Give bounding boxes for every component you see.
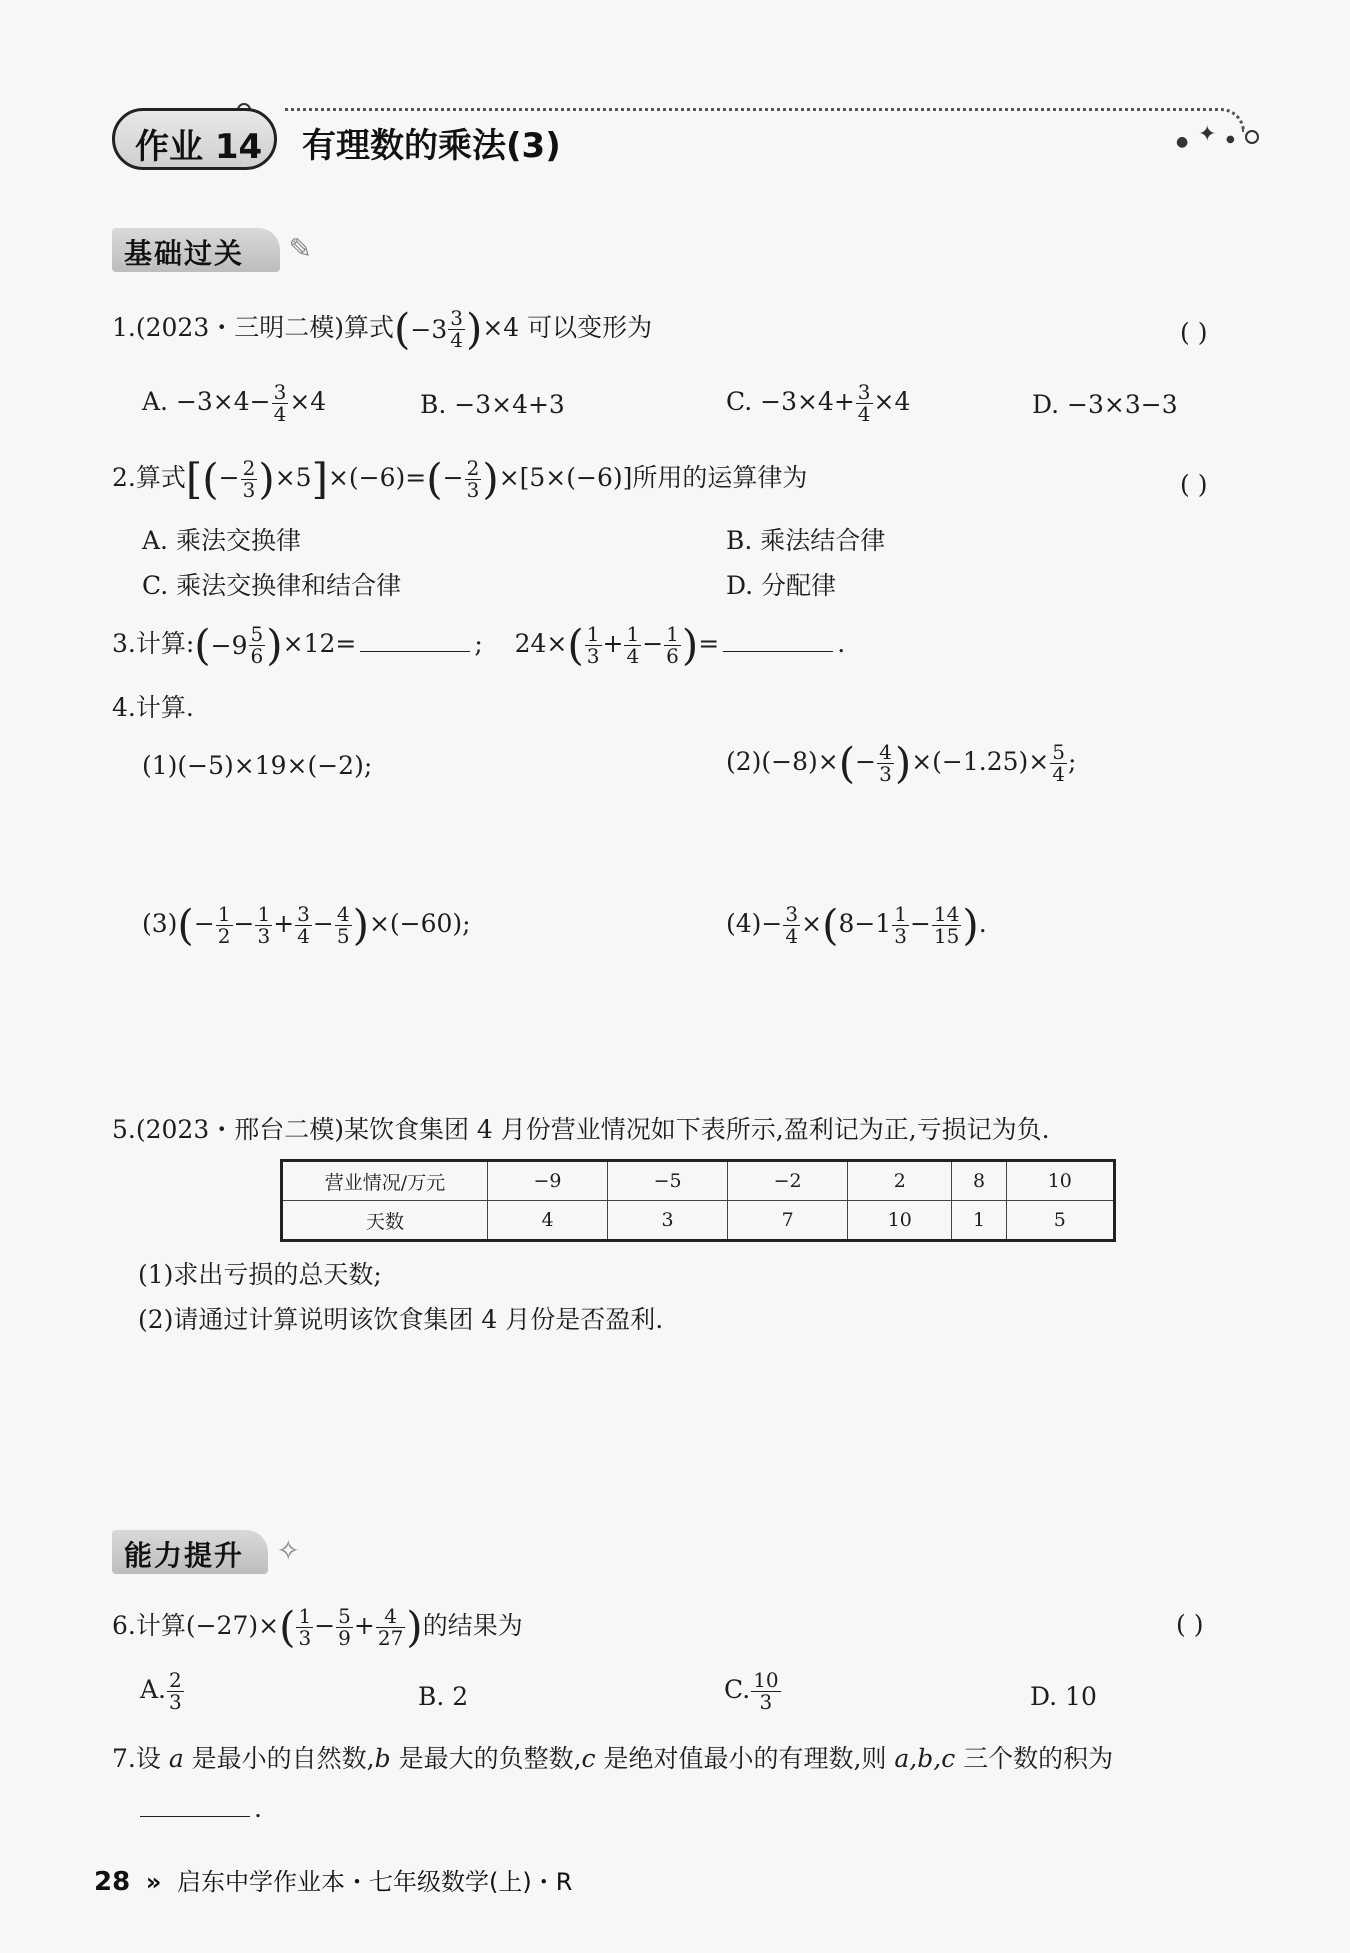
paren-open: ( bbox=[194, 620, 211, 670]
fraction bbox=[376, 1606, 405, 1649]
numerator: 3 bbox=[297, 902, 310, 926]
q7-text: 是绝对值最小的有理数,则 bbox=[595, 1744, 895, 1773]
q3-part2-prefix: 24× bbox=[514, 629, 568, 658]
option-label: A. bbox=[140, 1675, 167, 1704]
q4-part-1: (1)(−5)×19×(−2); bbox=[142, 751, 373, 780]
q2-mid2: ×(−6)= bbox=[327, 463, 427, 492]
q2-option-c[interactable]: C. 乘法交换律和结合律 bbox=[142, 571, 402, 600]
fraction bbox=[336, 1606, 353, 1649]
denominator: 3 bbox=[257, 924, 271, 948]
option-fraction bbox=[751, 1670, 780, 1713]
numerator: 5 bbox=[1052, 740, 1065, 764]
q4-p4-c: 8−1 bbox=[838, 909, 892, 938]
denominator: 3 bbox=[298, 1626, 312, 1650]
denominator: 3 bbox=[586, 644, 600, 668]
denominator: 4 bbox=[626, 644, 640, 668]
q1-option-d[interactable]: D. −3×3−3 bbox=[1032, 390, 1178, 419]
answer-paren-q2[interactable]: ( ) bbox=[1180, 470, 1208, 499]
denominator: 4 bbox=[273, 402, 287, 426]
numerator: 1 bbox=[586, 622, 600, 646]
numerator: 3 bbox=[273, 380, 287, 404]
table-cell: 2 bbox=[848, 1161, 952, 1201]
question-5: 5.(2023・邢台二模)某饮食集团 4 月份营业情况如下表所示,盈利记为正,亏损记为负. bbox=[112, 1115, 1050, 1144]
q7-text: 是最小的自然数, bbox=[183, 1744, 375, 1773]
q1-option-c[interactable] bbox=[726, 382, 910, 425]
numerator: 4 bbox=[336, 902, 350, 926]
paren-open: ( bbox=[393, 304, 411, 354]
q4-p3-b: ×(−60); bbox=[368, 909, 471, 938]
table-cell: −9 bbox=[488, 1161, 608, 1201]
paren-open: ( bbox=[177, 900, 194, 950]
q1-option-a[interactable] bbox=[142, 382, 326, 425]
double-chevron-icon: » bbox=[145, 1868, 162, 1896]
option-tail: ×4 bbox=[289, 387, 327, 416]
q2-option-d[interactable]: D. 分配律 bbox=[726, 571, 837, 600]
q7-text: 是最大的负整数, bbox=[390, 1744, 582, 1773]
denominator: 3 bbox=[879, 762, 892, 786]
q4-part-2: (2)(−8)×(− $\frac{4}{3}$ )×(−1.25)× $\frac{5}{4}$ ; bbox=[726, 738, 1077, 788]
paren-open: ( bbox=[202, 454, 219, 504]
numerator: 10 bbox=[753, 1668, 779, 1692]
numerator: 2 bbox=[169, 1668, 182, 1692]
paren-close: ) bbox=[681, 620, 699, 670]
homework-badge-label: 作业 14 bbox=[135, 127, 263, 167]
fraction bbox=[335, 904, 352, 947]
denominator: 2 bbox=[217, 924, 231, 948]
paren-open: ( bbox=[838, 738, 856, 788]
q4-p2-b: ×(−1.25)× bbox=[911, 747, 1050, 776]
variable-a: a bbox=[168, 1744, 184, 1773]
numerator: 5 bbox=[338, 1604, 351, 1628]
denominator: 6 bbox=[666, 644, 679, 668]
q6-option-b[interactable]: B. 2 bbox=[418, 1682, 469, 1711]
section-label-text: 基础过关 bbox=[124, 237, 245, 270]
fraction bbox=[877, 742, 894, 785]
q4-p4-a: (4)− bbox=[726, 909, 783, 938]
numerator: 3 bbox=[857, 380, 871, 404]
option-tail: ×4 bbox=[873, 387, 911, 416]
denominator: 6 bbox=[250, 644, 264, 668]
q4-p2-c: ; bbox=[1067, 747, 1077, 776]
q6-option-d[interactable]: D. 10 bbox=[1030, 1682, 1097, 1711]
numerator: 1 bbox=[894, 902, 907, 926]
table-cell: −5 bbox=[608, 1161, 728, 1201]
denominator: 9 bbox=[338, 1626, 351, 1650]
q5-sub-2: (2)请通过计算说明该饮食集团 4 月份是否盈利. bbox=[138, 1305, 664, 1334]
table-cell: 4 bbox=[488, 1201, 608, 1241]
question-4: 4.计算. bbox=[112, 693, 194, 722]
answer-blank-q3a[interactable] bbox=[360, 650, 470, 652]
q7-end: . bbox=[254, 1794, 262, 1823]
q6-option-a[interactable] bbox=[140, 1670, 185, 1713]
q1-int: −3 bbox=[410, 315, 448, 344]
page-number: 28 bbox=[94, 1867, 131, 1897]
option-fraction bbox=[167, 1670, 184, 1713]
table-cell: 10 bbox=[848, 1201, 952, 1241]
table-row bbox=[282, 1161, 1115, 1201]
paren-close: ) bbox=[962, 900, 979, 950]
paren-close: ) bbox=[266, 620, 283, 670]
q4-p4-b: × bbox=[801, 909, 823, 938]
paren-close: ) bbox=[258, 454, 275, 504]
fraction bbox=[585, 624, 602, 667]
q3-mid: ×12= bbox=[282, 629, 357, 658]
denominator: 3 bbox=[759, 1690, 773, 1714]
denominator: 15 bbox=[933, 924, 960, 948]
paren-close: ) bbox=[352, 900, 369, 950]
numerator: 4 bbox=[376, 1606, 405, 1628]
page-title: 有理数的乘法(3) bbox=[302, 126, 561, 166]
paren-close: ) bbox=[465, 304, 483, 354]
q3-sep: ; bbox=[474, 629, 483, 658]
denominator: 3 bbox=[242, 478, 256, 502]
paren-open: ( bbox=[822, 900, 839, 950]
q6-prefix: 6.计算(−27)× bbox=[112, 1611, 280, 1640]
paren-close: ) bbox=[894, 738, 912, 788]
answer-paren-q1[interactable]: ( ) bbox=[1180, 318, 1208, 347]
table-cell: 8 bbox=[952, 1161, 1006, 1201]
q1-suffix: ×4 可以变形为 bbox=[482, 313, 653, 342]
dot-icon: ● bbox=[1176, 134, 1189, 150]
denominator: 4 bbox=[1052, 762, 1065, 786]
option-label: C. bbox=[724, 1675, 751, 1704]
question-2: 2.算式[(− $\frac{2}{3}$ )×5]×(−6)=(− $\frac{2}{3}$ )×[5×(−6)]所用的运算律为 bbox=[112, 454, 808, 504]
denominator: 4 bbox=[297, 924, 310, 948]
sparkle-icon: ✦ bbox=[1198, 122, 1217, 147]
q2-fraction bbox=[241, 458, 258, 501]
denominator: 3 bbox=[169, 1690, 182, 1714]
numerator: 1 bbox=[298, 1604, 312, 1628]
fraction bbox=[295, 904, 312, 947]
q3-int: −9 bbox=[210, 631, 248, 660]
denominator: 4 bbox=[857, 402, 871, 426]
numerator: 2 bbox=[242, 456, 256, 480]
bracket-close: ] bbox=[311, 454, 328, 504]
pencil-icon: ✎ bbox=[288, 232, 314, 265]
variable-c: c bbox=[581, 1744, 596, 1773]
page-footer bbox=[94, 1862, 572, 1897]
q6-suffix: 的结果为 bbox=[422, 1611, 523, 1640]
answer-blank-q7[interactable] bbox=[140, 1815, 250, 1817]
numerator: 4 bbox=[879, 740, 892, 764]
q2-option-a[interactable]: A. 乘法交换律 bbox=[142, 526, 301, 555]
variables-list: a,b,c bbox=[894, 1744, 956, 1773]
q7-answer-line bbox=[140, 1796, 262, 1821]
sparkle-deco-icon: ✧ bbox=[276, 1534, 302, 1567]
fraction bbox=[932, 904, 961, 947]
q7-text: 7.设 bbox=[112, 1744, 169, 1773]
numerator: 1 bbox=[257, 902, 271, 926]
variable-b: b bbox=[374, 1744, 391, 1773]
q2-mid3: ×[5×(−6)]所用的运算律为 bbox=[498, 463, 808, 492]
table-cell: −2 bbox=[728, 1161, 848, 1201]
question-3: 3.计算:(−9 $\frac{5}{6}$ )×12= ; 24×( $\frac{1}{3}$ + $\frac{1}{4}$ − $\frac{1}{6}$ )= . bbox=[112, 620, 846, 670]
q6-option-c[interactable] bbox=[724, 1670, 782, 1713]
header-ring-right bbox=[1245, 130, 1259, 144]
q5-sub-1: (1)求出亏损的总天数; bbox=[138, 1260, 382, 1289]
denominator: 4 bbox=[785, 924, 799, 948]
homework-badge bbox=[112, 108, 277, 170]
numerator: 3 bbox=[450, 306, 463, 330]
fraction bbox=[296, 1606, 313, 1649]
business-table bbox=[280, 1159, 1116, 1242]
q2-fraction-2 bbox=[465, 458, 482, 501]
table-cell: 3 bbox=[608, 1201, 728, 1241]
option-label: C. −3×4+ bbox=[726, 387, 855, 416]
q2-mid1: ×5 bbox=[274, 463, 312, 492]
denominator: 27 bbox=[377, 1626, 404, 1650]
q7-text: 三个数的积为 bbox=[955, 1744, 1114, 1773]
q2-option-b[interactable]: B. 乘法结合律 bbox=[726, 526, 886, 555]
fraction bbox=[1050, 742, 1067, 785]
numerator: 14 bbox=[933, 902, 960, 926]
fraction bbox=[783, 904, 800, 947]
question-7 bbox=[112, 1746, 1113, 1771]
q3-prefix: 3.计算: bbox=[112, 629, 195, 658]
denominator: 3 bbox=[894, 924, 907, 948]
q2-prefix: 2.算式 bbox=[112, 463, 186, 492]
numerator: 1 bbox=[217, 902, 231, 926]
numerator: 1 bbox=[626, 622, 640, 646]
denominator: 5 bbox=[336, 924, 350, 948]
table-cell: 10 bbox=[1006, 1161, 1114, 1201]
fraction bbox=[664, 624, 681, 667]
fraction bbox=[255, 904, 272, 947]
section-label-advanced bbox=[112, 1530, 302, 1574]
q1-option-b[interactable]: B. −3×4+3 bbox=[420, 390, 565, 419]
denominator: 3 bbox=[466, 478, 480, 502]
table-header-cell: 天数 bbox=[282, 1201, 488, 1241]
option-fraction bbox=[272, 382, 289, 425]
numerator: 5 bbox=[250, 622, 264, 646]
paren-close: ) bbox=[406, 1602, 423, 1652]
book-title: 启东中学作业本・七年级数学(上)・R bbox=[176, 1868, 573, 1896]
fraction bbox=[216, 904, 233, 947]
q4-part-4: (4)− $\frac{3}{4}$ ×(8−1 $\frac{1}{3}$ − $\frac{14}{15}$ ). bbox=[726, 900, 987, 950]
dot-icon: ● bbox=[1226, 134, 1235, 145]
paren-open: ( bbox=[279, 1602, 296, 1652]
paren-open: ( bbox=[567, 620, 584, 670]
table-cell: 7 bbox=[728, 1201, 848, 1241]
denominator: 4 bbox=[450, 328, 463, 352]
q1-prefix: 1.(2023・三明二模)算式 bbox=[112, 313, 394, 342]
q4-p4-end: . bbox=[978, 909, 987, 938]
option-label: A. −3×4− bbox=[142, 387, 271, 416]
bracket-open: [ bbox=[185, 454, 203, 504]
q4-p3-a: (3) bbox=[142, 909, 178, 938]
numerator: 3 bbox=[785, 902, 799, 926]
q4-p2-a: (2)(−8)× bbox=[726, 747, 839, 776]
answer-blank-q3b[interactable] bbox=[723, 650, 833, 652]
section-label-basic bbox=[112, 228, 314, 272]
table-cell: 5 bbox=[1006, 1201, 1114, 1241]
table-header-cell: 营业情况/万元 bbox=[282, 1161, 488, 1201]
option-fraction bbox=[856, 382, 873, 425]
table-row bbox=[282, 1201, 1115, 1241]
paren-close: ) bbox=[482, 454, 499, 504]
q3-end: . bbox=[837, 629, 846, 658]
question-6: 6.计算(−27)×( $\frac{1}{3}$ − $\frac{5}{9}$ + $\frac{4}{27}$ )的结果为 bbox=[112, 1602, 523, 1652]
fraction bbox=[624, 624, 641, 667]
numerator: 2 bbox=[466, 456, 480, 480]
q4-part-3: (3)(− $\frac{1}{2}$ − $\frac{1}{3}$ + $\frac{3}{4}$ − $\frac{4}{5}$ )×(−60); bbox=[142, 900, 471, 950]
answer-paren-q6[interactable]: ( ) bbox=[1176, 1610, 1204, 1639]
fraction bbox=[892, 904, 909, 947]
section-label-text: 能力提升 bbox=[124, 1539, 245, 1572]
numerator: 1 bbox=[666, 622, 679, 646]
q1-fraction bbox=[448, 308, 465, 351]
paren-open: ( bbox=[426, 454, 443, 504]
question-1 bbox=[112, 304, 653, 354]
table-cell: 1 bbox=[952, 1201, 1006, 1241]
q3-fraction bbox=[249, 624, 266, 667]
